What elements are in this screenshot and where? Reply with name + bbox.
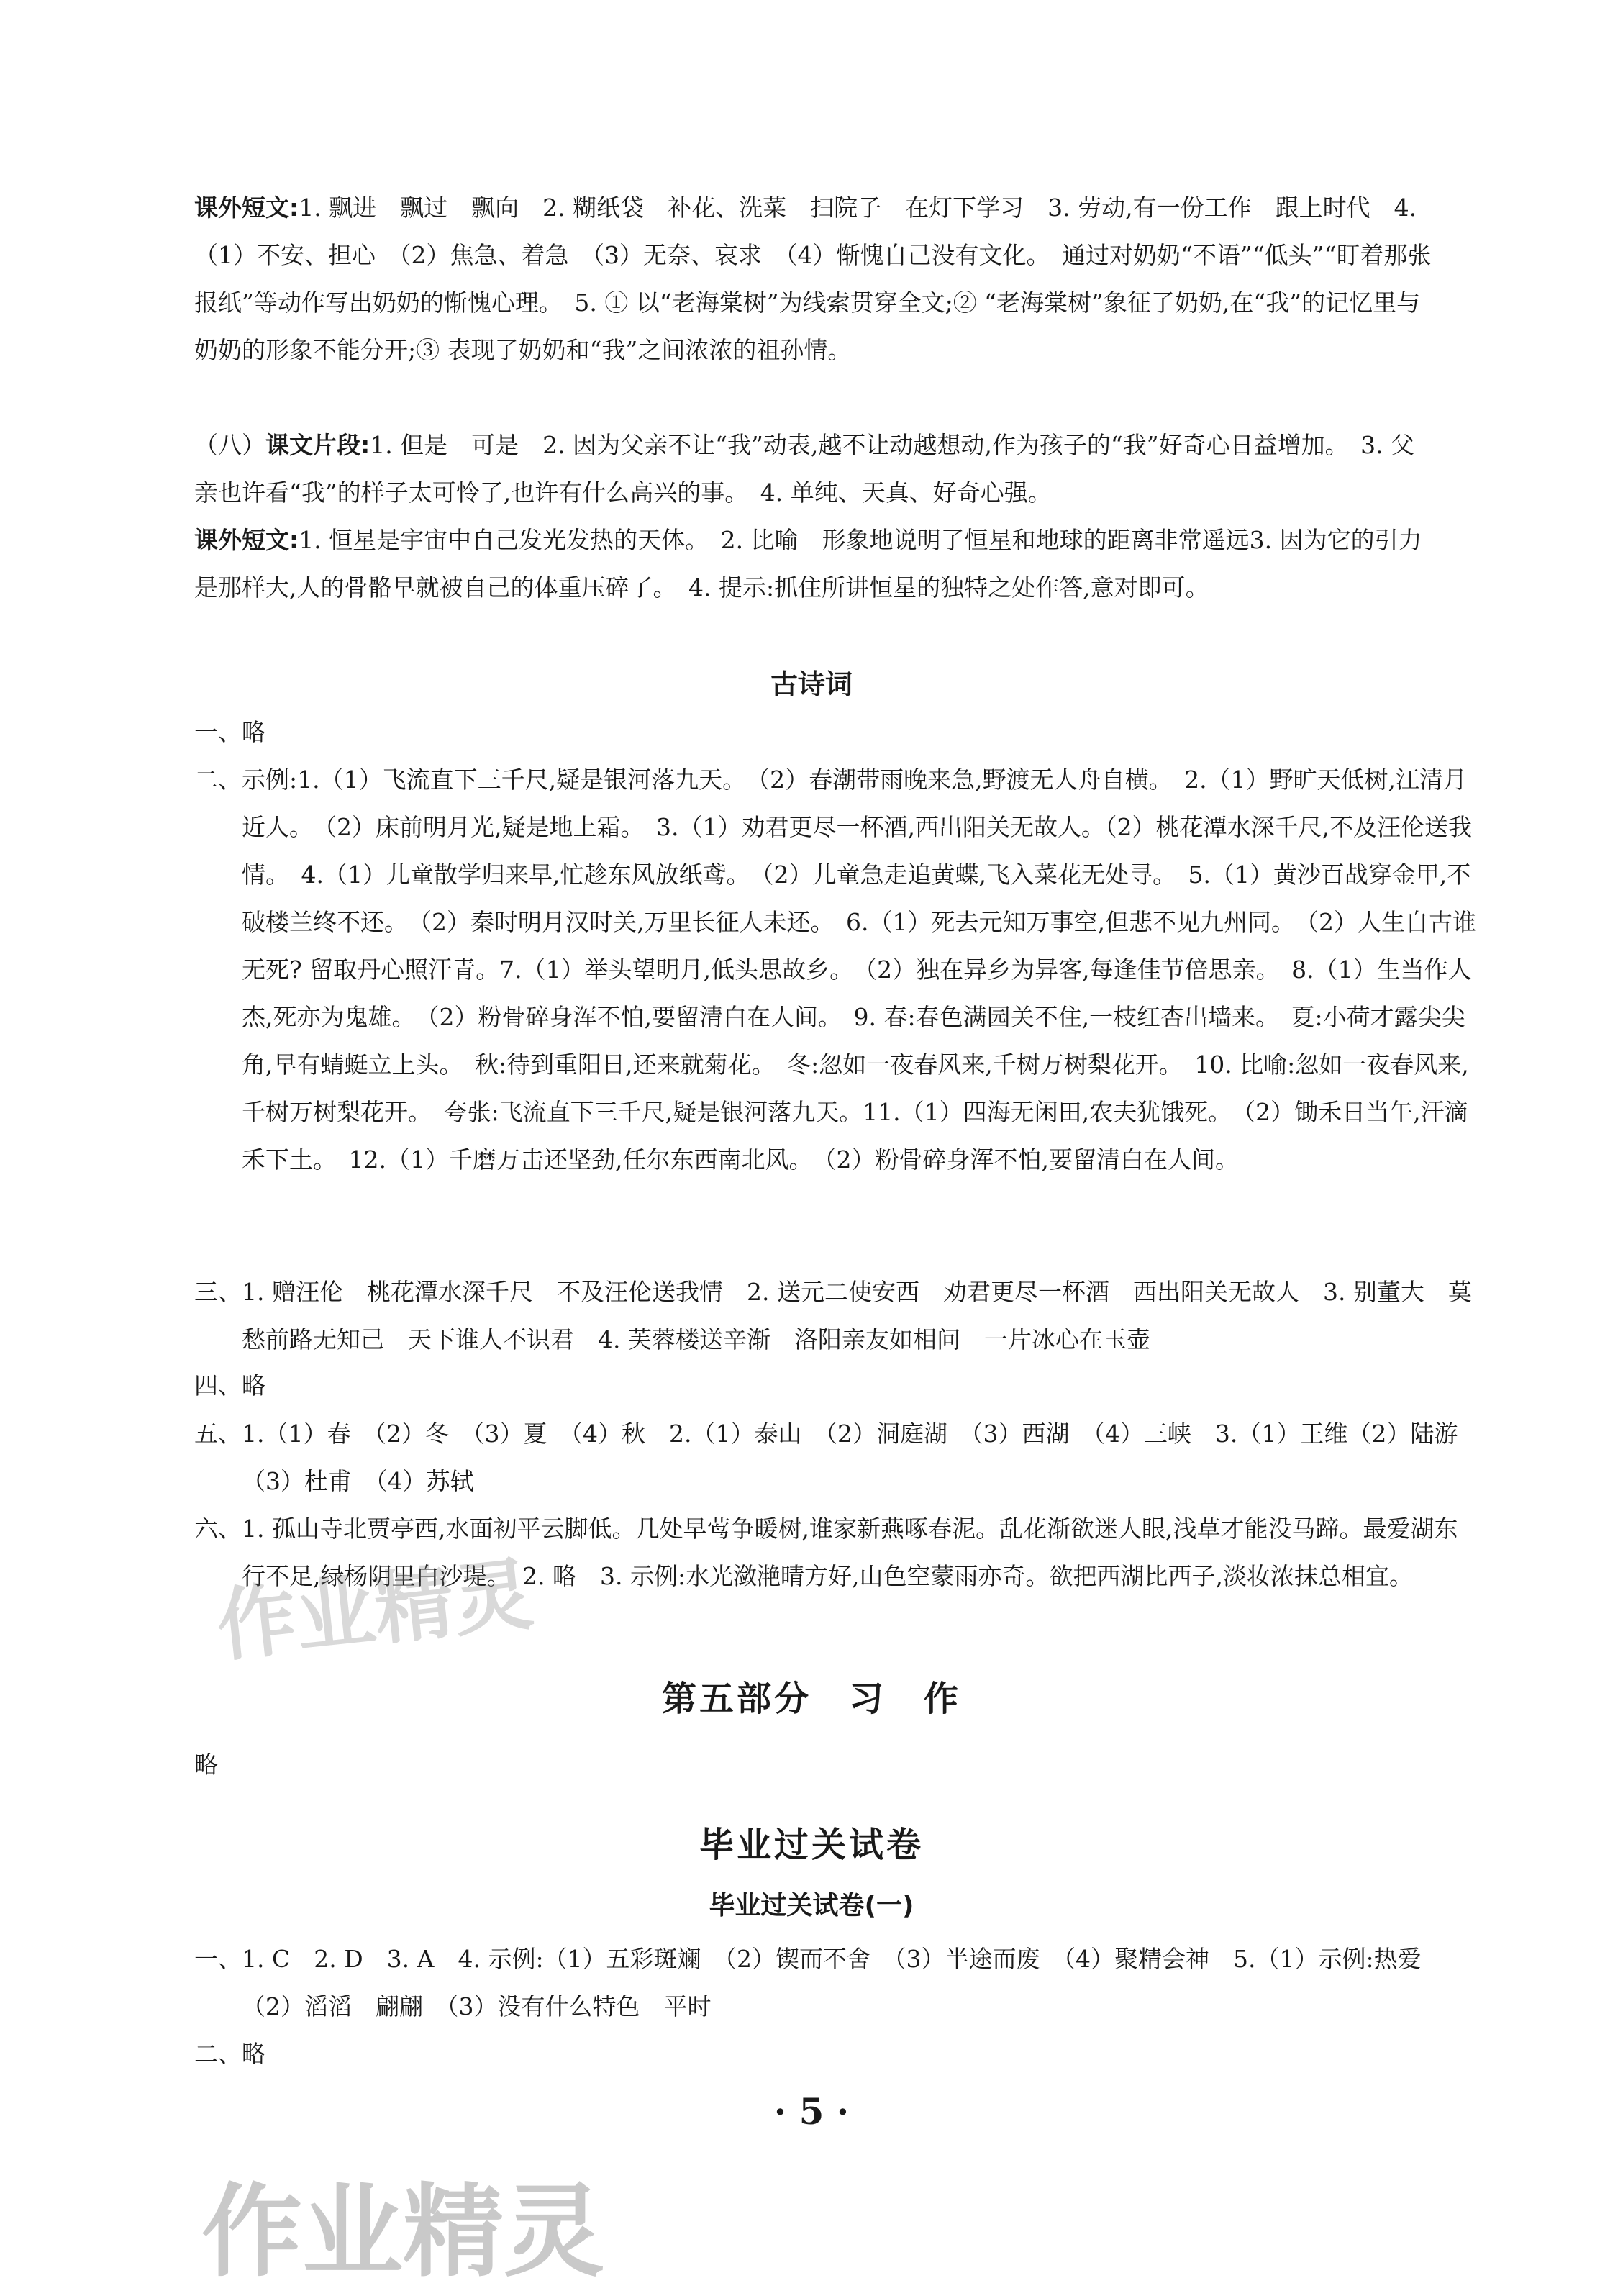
paragraph-text: 1. 但是 可是 2. 因为父亲不让“我”动表,越不让动越想动,作为孩子的“我”好奇心日益增加。 3. 父亲也许看“我”的样子太可怜了,也许有什么高兴的事。 4. 单纯、天真、好奇心强。 [194,431,1415,507]
item-3: 三、1. 赠汪伦 桃花潭水深千尺 不及汪伦送我情 2. 送元二使安西 劝君更尽一杯酒 西出阳关无故人 3. 别董大 莫愁前路无知己 天下谁人不识君 4. 芙蓉楼送辛渐 洛阳亲友如相问 一片冰心在玉壶 [194,1278,1472,1353]
paragraph-text: 1. 飘进 飘过 飘向 2. 糊纸袋 补花、洗菜 扫院子 在灯下学习 3. 劳动,有一份工作 跟上时代 4.（1）不安、担心 （2）焦急、着急 （3）无奈、哀求 （4）惭愧自己没有文化。 通过对奶奶“不语”“低头”“盯着那张报纸”等动作写出奶奶的惭愧心理。 5. ① 以“老海棠树”为线索贯穿全文;② “老海棠树”象征了奶奶,在“我”的记忆里与奶奶的形象不能分开;③ 表现了奶奶和“我”之间浓浓的祖孙情。 [194,194,1432,364]
paragraph-textbook-excerpt [194,422,1432,517]
item-6: 六、1. 孤山寺北贾亭西,水面初平云脚低。几处早莺争暖树,谁家新燕啄春泥。乱花渐欲迷人眼,浅草才能没马蹄。最爱湖东行不足,绿杨阴里白沙堤。 2. 略 3. 示例:水光潋滟晴方好,山色空蒙雨亦奇。欲把西湖比西子,淡妆浓抹总相宜。 [194,1515,1458,1590]
paragraph-text: 1. 恒星是宇宙中自己发光发热的天体。 2. 比喻 形象地说明了恒星和地球的距离非常遥远3. 因为它的引力是那样大,人的骨骼早就被自己的体重压碎了。 4. 提示:抓住所讲恒星的独特之处作答,意对即可。 [194,526,1422,602]
paragraph-extracurricular-1 [194,184,1432,374]
item-4: 四、略 [194,1371,265,1399]
page-number: · 5 · [773,2090,850,2133]
label-textbook-excerpt: 课文片段: [265,431,370,459]
subheading-exam-one: 毕业过关试卷(一) [709,1891,914,1920]
heading-part-five: 第五部分 习 作 [661,1679,961,1719]
part-five-text: 略 [194,1751,218,1779]
watermark-logo: 作业精灵 [212,1548,537,1673]
label-extracurricular: 课外短文: [194,526,299,554]
label-extracurricular: 课外短文: [194,194,299,222]
exam-item-1: 一、1. C 2. D 3. A 4. 示例:（1）五彩斑斓 （2）锲而不舍 （3）半途而废 （4）聚精会神 5.（1）示例:热爱 （2）滔滔 翩翩 （3）没有什么特色 平时 [194,1945,1445,2020]
watermark-logo-bottom: 作业精灵 [201,2174,605,2291]
item-2: 二、示例:1.（1）飞流直下三千尺,疑是银河落九天。 （2）春潮带雨晚来急,野渡无人舟自横。 2.（1）野旷天低树,江清月近人。 （2）床前明月光,疑是地上霜。 3.（1）劝君更尽一杯酒,西出阳关无故人。（2）桃花潭水深千尺,不及汪伦送我情。 4.（1）儿童散学归来早,忙趁东风放纸鸢。 （2）儿童急走追黄蝶,飞入菜花无处寻。 5.（1）黄沙百战穿金甲,不破楼兰终不还。 （2）秦时明月汉时关,万里长征人未还。 6.（1）死去元知万事空,但悲不见九州同。 （2）人生自古谁无死? 留取丹心照汗青。7.（1）举头望明月,低头思故乡。 （2）独在异乡为异客,每逢佳节倍思亲。 8.（1）生当作人杰,死亦为鬼雄。 （2）粉骨碎身浑不怕,要留清白在人间。 9. 春:春色满园关不住,一枝红杏出墙来。 夏:小荷才露尖尖角,早有蜻蜓立上头。 秋:待到重阳日,还来就菊花。 冬:忽如一夜春风来,千树万树梨花开。 10. 比喻:忽如一夜春风来,千树万树梨花开。 夸张:飞流直下三千尺,疑是银河落九天。11.（1）四海无闲田,农夫犹饿死。 （2）锄禾日当午,汗滴禾下土。 12.（1）千磨万击还坚劲,任尔东西南北风。 （2）粉骨碎身浑不怕,要留清白在人间。 [194,766,1476,1174]
item-1: 一、略 [194,718,265,746]
paragraph-extracurricular-2 [194,517,1432,612]
exam-item-2: 二、略 [194,2040,265,2068]
heading-graduation-exam: 毕业过关试卷 [699,1825,924,1865]
item-5: 五、1.（1）春 （2）冬 （3）夏 （4）秋 2.（1）泰山 （2）洞庭湖 （3）西湖 （4）三峡 3.（1）王维（2）陆游 （3）杜甫 （4）苏轼 [194,1420,1482,1495]
heading-ancient-poetry: 古诗词 [770,668,853,700]
section-number-8: （八） [194,431,265,459]
